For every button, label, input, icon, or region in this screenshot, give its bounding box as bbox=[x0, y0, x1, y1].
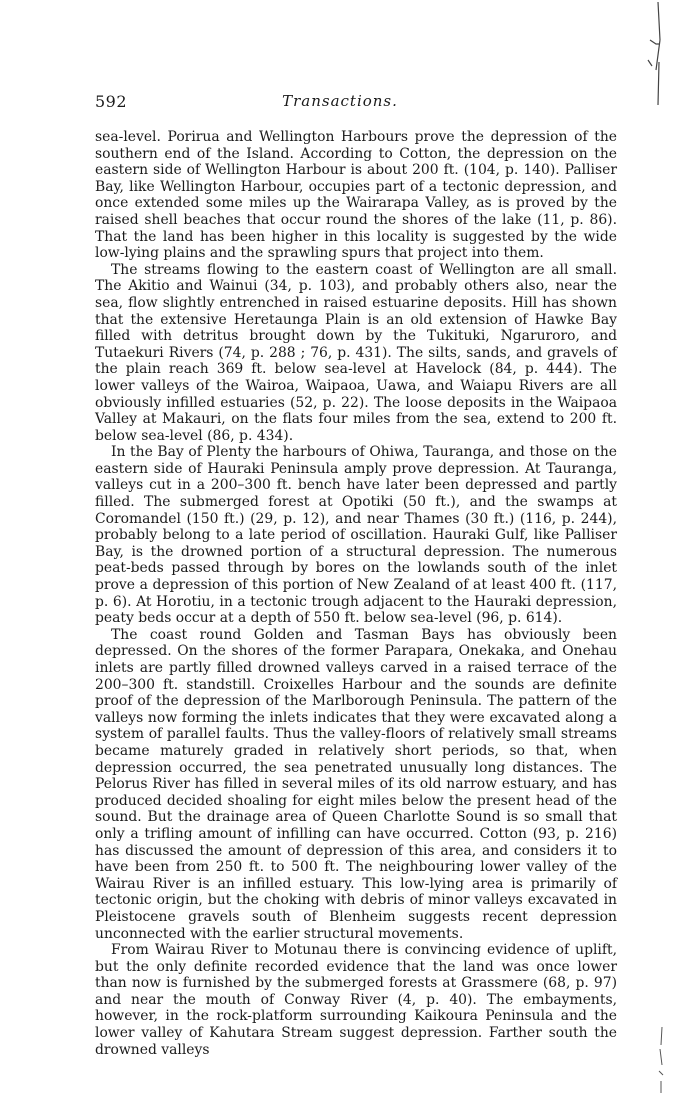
body-text bbox=[95, 129, 617, 1058]
running-title: Transactions. bbox=[282, 92, 398, 110]
paragraph: sea-level. Porirua and Wellington Harbours prove the depression of the southern end of the Island. According to Cotton, the depression on the eastern side of Wellington Harbour is about 200 ft. (104, p. 140). Palliser Bay, like Wellington Harbour, occupies part of a tectonic depression, and once extended some miles up the Wairarapa Valley, as is proved by the raised shell beaches that occur round the shores of the lake (11, p. 86). That the land has been higher in this locality is suggested by the wide low-lying plains and the sprawling spurs that project into them. bbox=[95, 129, 617, 262]
page-number: 592 bbox=[95, 92, 128, 111]
paragraph: From Wairau River to Motunau there is convincing evidence of uplift, but the only definite recorded evidence that the land was once lower than now is furnished by the submerged forests at Grassmere (68, p. 97) and near the mouth of Conway River (4, p. 40). The embayments, however, in the rock-platform surrounding Kaikoura Peninsula and the lower valley of Kahutara Stream suggest depression. Farther south the drowned valleys bbox=[95, 942, 617, 1058]
paragraph: The coast round Golden and Tasman Bays has obviously been depressed. On the shores of the former Parapara, Onekaka, and Onehau inlets are partly filled drowned valleys carved in a raised terrace of the 200–300 ft. standstill. Croixelles Harbour and the sounds are definite proof of the depression of the Marlborough Peninsula. The pattern of the valleys now forming the inlets indicates that they were excavated along a system of parallel faults. Thus the valley-floors of relatively small streams became maturely graded in relatively short periods, so that, when depression occurred, the sea penetrated unusually long distances. The Pelorus River has filled in several miles of its old narrow estuary, and has produced decided shoaling for eight miles below the present head of the sound. But the drainage area of Queen Charlotte Sound is so small that only a trifling amount of infilling can have occurred. Cotton (93, p. 216) has discussed the amount of depression of this area, and considers it to have been from 250 ft. to 500 ft. The neighbouring lower valley of the Wairau River is an infilled estuary. This low-lying area is primarily of tectonic origin, but the choking with debris of minor valleys excavated in Pleistocene gravels south of Blenheim suggests recent depression unconnected with the earlier structural movements. bbox=[95, 626, 617, 942]
paragraph: In the Bay of Plenty the harbours of Ohiwa, Tauranga, and those on the eastern side of Hauraki Peninsula amply prove depression. At Tauranga, valleys cut in a 200–300 ft. bench have later been depressed and partly filled. The submerged forest at Opotiki (50 ft.), and the swamps at Coromandel (150 ft.) (29, p. 12), and near Thames (30 ft.) (116, p. 244), probably belong to a late period of oscillation. Hauraki Gulf, like Palliser Bay, is the drowned portion of a structural depression. The numerous peat-beds passed through by bores on the lowlands south of the inlet prove a depression of this portion of New Zealand of at least 400 ft. (117, p. 6). At Horotiu, in a tectonic trough adjacent to the Hauraki depression, peaty beds occur at a depth of 550 ft. below sea-level (96, p. 614). bbox=[95, 444, 617, 627]
margin-pencil-mark-bottom bbox=[654, 1025, 668, 1095]
paragraph: The streams flowing to the eastern coast of Wellington are all small. The Akitio and Wainui (34, p. 103), and probably others also, near the sea, flow slightly entrenched in raised estuarine deposits. Hill has shown that the extensive Heretaunga Plain is an old extension of Hawke Bay filled with detritus brought down by the Tukituki, Ngaruroro, and Tutaekuri Rivers (74, p. 288 ; 76, p. 431). The silts, sands, and gravels of the plain reach 369 ft. below sea-level at Havelock (84, p. 444). The lower valleys of the Wairoa, Waipaoa, Uawa, and Waiapu Rivers are all obviously infilled estuaries (52, p. 22). The loose deposits in the Waipaoa Valley at Makauri, on the flats four miles from the sea, extend to 200 ft. below sea-level (86, p. 434). bbox=[95, 261, 617, 444]
